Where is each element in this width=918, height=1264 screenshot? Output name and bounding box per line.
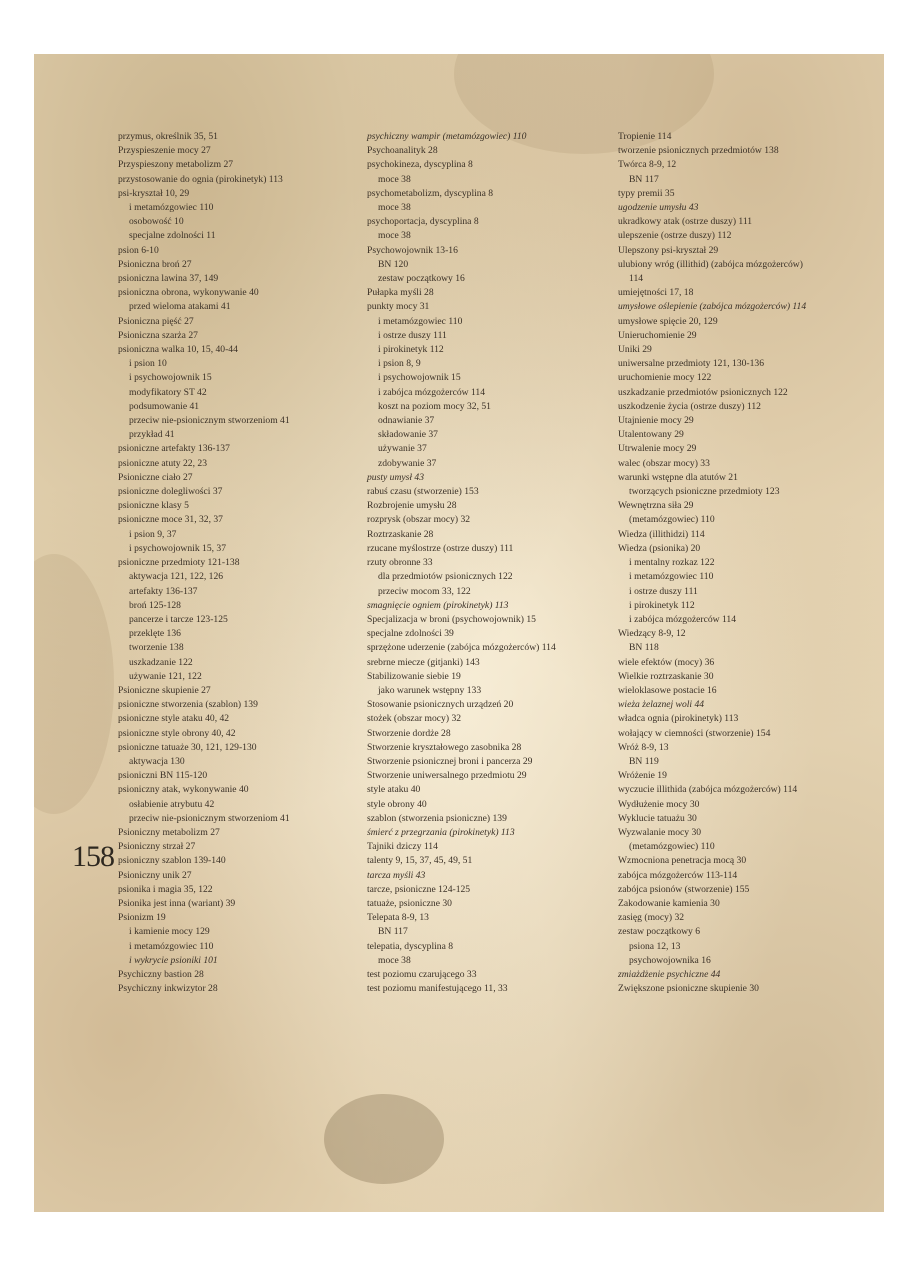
index-entry: wyczucie illithida (zabójca mózgożerców) 114 [618,784,798,796]
index-entry: Stworzenie dordże 28 [367,727,451,739]
index-subentry: tworzenie 138 [129,642,184,654]
index-entry: Wielkie roztrzaskanie 30 [618,670,714,682]
index-entry: Utrwalenie mocy 29 [618,443,697,455]
index-entry: uniwersalne przedmioty 121, 130-136 [618,358,765,370]
index-entry: psi-kryształ 10, 29 [118,187,190,199]
index-subentry: BN 117 [378,926,408,938]
index-entry: psioniczne artefakty 136-137 [118,443,230,455]
index-entry: Psioniczny metabolizm 27 [118,826,220,838]
index-subentry: i ostrze duszy 111 [378,329,447,341]
index-entry: ulubiony wróg (illithid) (zabójca mózgożerców) [618,258,803,270]
index-entry: Tajniki dziczy 114 [367,841,438,853]
index-subentry: przed wieloma atakami 41 [129,301,231,313]
index-entry: psychometabolizm, dyscyplina 8 [367,187,494,199]
index-subentry: i zabójca mózgożerców 114 [378,386,485,398]
index-entry: umysłowe oślepienie (zabójca mózgożerców) 114 [618,301,807,313]
index-column-1 [118,130,366,996]
index-entry: wiele efektów (mocy) 36 [618,656,715,668]
index-subentry: (metamózgowiec) 110 [629,841,715,853]
index-subentry: specjalne zdolności 11 [129,230,216,242]
index-subentry: 114 [629,273,644,285]
index-subentry: i metamózgowiec 110 [129,202,214,214]
index-subentry: artefakty 136-137 [129,585,198,597]
index-entry: Ulepszony psi-kryształ 29 [618,244,719,256]
index-entry: Wiedza (psionika) 20 [618,542,701,554]
index-subentry: i metamózgowiec 110 [378,315,463,327]
index-entry: smagnięcie ogniem (pirokinetyk) 113 [367,599,509,611]
index-subentry: BN 118 [629,642,659,654]
index-entry: szablon (stworzenia psioniczne) 139 [367,812,507,824]
index-entry: Telepata 8-9, 13 [367,912,429,924]
index-entry: Wyzwalanie mocy 30 [618,826,702,838]
index-entry: test poziomu manifestującego 11, 33 [367,983,508,995]
index-entry: psion 6-10 [118,244,159,256]
index-subentry: koszt na poziom mocy 32, 51 [378,400,491,412]
index-entry: Utalentowany 29 [618,429,684,441]
index-entry: test poziomu czarującego 33 [367,968,477,980]
index-entry: psioniczna lawina 37, 149 [118,273,219,285]
index-entry: ugodzenie umysłu 43 [618,202,699,214]
index-subentry: przeciw nie-psionicznym stworzeniom 41 [129,415,290,427]
paper-stain [34,554,114,814]
index-subentry: dla przedmiotów psionicznych 122 [378,571,513,583]
index-entry: Psychiczny inkwizytor 28 [118,983,218,995]
index-entry: Psioniczne ciało 27 [118,471,193,483]
parchment-page [34,54,884,1212]
index-entry: Wydłużenie mocy 30 [618,798,700,810]
index-entry: typy premii 35 [618,187,675,199]
index-subentry: aktywacja 121, 122, 126 [129,571,224,583]
index-entry: zabójca psionów (stworzenie) 155 [618,883,750,895]
index-entry: Rozbrojenie umysłu 28 [367,500,457,512]
index-entry: Wiedzący 8-9, 12 [618,628,686,640]
index-entry: telepatia, dyscyplina 8 [367,940,454,952]
index-subentry: odnawianie 37 [378,415,435,427]
index-subentry: psychowojownika 16 [629,954,711,966]
index-entry: psioniczna obrona, wykonywanie 40 [118,287,259,299]
index-subentry: i ostrze duszy 111 [629,585,698,597]
index-entry: wieloklasowe postacie 16 [618,684,717,696]
index-entry: psychoportacja, dyscyplina 8 [367,216,479,228]
index-entry: walec (obszar mocy) 33 [618,457,710,469]
index-entry: Przyspieszony metabolizm 27 [118,159,234,171]
index-subentry: moce 38 [378,230,411,242]
index-entry: Twórca 8-9, 12 [618,159,677,171]
index-entry: Psionizm 19 [118,912,166,924]
index-entry: uszkadzanie przedmiotów psionicznych 122 [618,386,788,398]
index-subentry: aktywacja 130 [129,755,185,767]
index-entry: Specjalizacja w broni (psychowojownik) 15 [367,613,536,625]
index-subentry: i psion 10 [129,358,167,370]
index-entry: psioniczny atak, wykonywanie 40 [118,784,249,796]
index-entry: Psioniczny strzał 27 [118,841,196,853]
index-subentry: osłabienie atrybutu 42 [129,798,215,810]
paper-stain [324,1094,444,1184]
index-subentry: przykład 41 [129,429,175,441]
index-subentry: jako warunek wstępny 133 [378,684,482,696]
index-subentry: osobowość 10 [129,216,184,228]
index-entry: rabuś czasu (stworzenie) 153 [367,486,479,498]
index-entry: umiejętności 17, 18 [618,287,694,299]
index-entry: władca ognia (pirokinetyk) 113 [618,713,739,725]
index-entry: talenty 9, 15, 37, 45, 49, 51 [367,855,473,867]
index-entry: ulepszenie (ostrze duszy) 112 [618,230,732,242]
index-entry: Wyklucie tatuażu 30 [618,812,697,824]
index-entry: zestaw początkowy 6 [618,926,701,938]
index-entry: srebrne miecze (gitjanki) 143 [367,656,480,668]
page-number: 158 [72,840,114,873]
index-entry: punkty mocy 31 [367,301,430,313]
index-entry: warunki wstępne dla atutów 21 [618,471,738,483]
index-entry: Zakodowanie kamienia 30 [618,897,720,909]
index-entry: psioniczne moce 31, 32, 37 [118,514,223,526]
index-entry: zasięg (mocy) 32 [618,912,685,924]
index-subentry: i metamózgowiec 110 [629,571,714,583]
index-entry: Psioniczna broń 27 [118,258,192,270]
index-entry: psioniczne tatuaże 30, 121, 129-130 [118,741,257,753]
index-entry: Psionika jest inna (wariant) 39 [118,897,236,909]
index-entry: wołający w ciemności (stworzenie) 154 [618,727,771,739]
index-entry: psioniczne style obrony 40, 42 [118,727,236,739]
index-subentry: przeciw mocom 33, 122 [378,585,471,597]
index-entry: Wróżenie 19 [618,770,667,782]
index-entry: wieża żelaznej woli 44 [618,699,705,711]
index-entry: Wzmocniona penetracja mocą 30 [618,855,747,867]
index-entry: Wiedza (illithidzi) 114 [618,528,705,540]
index-entry: style ataku 40 [367,784,421,796]
index-subentry: zestaw początkowy 16 [378,273,465,285]
index-entry: Stosowanie psionicznych urządzeń 20 [367,699,514,711]
index-subentry: używanie 121, 122 [129,670,202,682]
index-entry: tworzenie psionicznych przedmiotów 138 [618,145,779,157]
index-entry: psychiczny wampir (metamózgowiec) 110 [367,131,527,142]
index-entry: Uniki 29 [618,344,652,356]
index-entry: rzucane myślostrze (ostrze duszy) 111 [367,542,514,554]
index-subentry: moce 38 [378,173,411,185]
index-entry: Zwiększone psioniczne skupienie 30 [618,983,759,995]
index-subentry: i wykrycie psioniki 101 [129,954,218,966]
index-subentry: i pirokinetyk 112 [378,344,444,356]
index-entry: ukradkowy atak (ostrze duszy) 111 [618,216,753,228]
index-subentry: składowanie 37 [378,429,438,441]
index-entry: psioniczne atuty 22, 23 [118,457,207,469]
index-entry: tarcze, psioniczne 124-125 [367,883,471,895]
index-entry: Stabilizowanie siebie 19 [367,670,461,682]
index-subentry: modyfikatory ST 42 [129,386,207,398]
index-column-3 [618,130,880,996]
index-entry: Przyspieszenie mocy 27 [118,145,211,157]
index-subentry: broń 125-128 [129,599,181,611]
index-entry: Wróż 8-9, 13 [618,741,669,753]
index-entry: Roztrzaskanie 28 [367,528,434,540]
index-entry: sprzężone uderzenie (zabójca mózgożerców) 114 [367,642,556,654]
index-entry: rozprysk (obszar mocy) 32 [367,514,471,526]
index-entry: psioniczne przedmioty 121-138 [118,557,240,569]
index-subentry: BN 120 [378,258,409,270]
index-entry: Psychiczny bastion 28 [118,968,204,980]
index-entry: Unieruchomienie 29 [618,329,697,341]
index-entry: psioniczne style ataku 40, 42 [118,713,230,725]
index-subentry: i psychowojownik 15, 37 [129,542,227,554]
index-subentry: psiona 12, 13 [629,940,681,952]
index-subentry: moce 38 [378,954,411,966]
index-entry: style obrony 40 [367,798,427,810]
index-subentry: i pirokinetyk 112 [629,599,695,611]
index-subentry: podsumowanie 41 [129,400,200,412]
index-entry: Psioniczna szarża 27 [118,329,198,341]
index-subentry: i mentalny rozkaz 122 [629,557,715,569]
index-entry: Psioniczne skupienie 27 [118,684,211,696]
index-entry: Stworzenie kryształowego zasobnika 28 [367,741,522,753]
index-entry: Psioniczny unik 27 [118,869,192,881]
index-entry: umysłowe spięcie 20, 129 [618,315,718,327]
index-subentry: BN 117 [629,173,659,185]
index-entry: psioniczny szablon 139-140 [118,855,226,867]
index-entry: przymus, określnik 35, 51 [118,131,218,142]
index-entry: psychokineza, dyscyplina 8 [367,159,473,171]
index-entry: Stworzenie psionicznej broni i pancerza 29 [367,755,533,767]
index-entry: psioniczne dolegliwości 37 [118,486,223,498]
index-entry: psioniczne stworzenia (szablon) 139 [118,699,258,711]
index-entry: psioniczni BN 115-120 [118,770,208,782]
index-entry: stożek (obszar mocy) 32 [367,713,462,725]
index-entry: tarcza myśli 43 [367,869,426,881]
index-entry: psionika i magia 35, 122 [118,883,213,895]
index-subentry: i psychowojownik 15 [378,372,461,384]
index-subentry: i kamienie mocy 129 [129,926,210,938]
index-entry: zabójca mózgożerców 113-114 [618,869,738,881]
index-entry: specjalne zdolności 39 [367,628,454,640]
index-subentry: zdobywanie 37 [378,457,437,469]
index-entry: Psioniczna pięść 27 [118,315,194,327]
index-subentry: przeciw nie-psionicznym stworzeniom 41 [129,812,290,824]
index-subentry: tworzących psioniczne przedmioty 123 [629,486,780,498]
index-subentry: i psion 9, 37 [129,528,177,540]
index-subentry: (metamózgowiec) 110 [629,514,715,526]
index-column-2 [367,130,622,996]
index-entry: rzuty obronne 33 [367,557,433,569]
index-entry: Pułapka myśli 28 [367,287,434,299]
index-entry: śmierć z przegrzania (pirokinetyk) 113 [367,826,515,838]
index-entry: tatuaże, psioniczne 30 [367,897,452,909]
index-subentry: i zabójca mózgożerców 114 [629,613,736,625]
index-subentry: BN 119 [629,755,659,767]
index-entry: uruchomienie mocy 122 [618,372,712,384]
index-entry: pusty umysł 43 [367,471,425,483]
index-entry: Stworzenie uniwersalnego przedmiotu 29 [367,770,527,782]
index-subentry: i metamózgowiec 110 [129,940,214,952]
index-entry: psioniczne klasy 5 [118,500,189,512]
index-entry: Tropienie 114 [618,131,672,142]
index-entry: psioniczna walka 10, 15, 40-44 [118,344,238,356]
index-subentry: i psion 8, 9 [378,358,421,370]
index-entry: Psychowojownik 13-16 [367,244,458,256]
index-subentry: przeklęte 136 [129,628,181,640]
index-subentry: pancerze i tarcze 123-125 [129,613,228,625]
index-subentry: i psychowojownik 15 [129,372,212,384]
index-entry: przystosowanie do ognia (pirokinetyk) 113 [118,173,283,185]
index-entry: Utajnienie mocy 29 [618,415,694,427]
index-subentry: używanie 37 [378,443,427,455]
index-subentry: uszkadzanie 122 [129,656,193,668]
index-entry: Psychoanalityk 28 [367,145,438,157]
index-entry: zmiażdżenie psychiczne 44 [618,968,721,980]
index-subentry: moce 38 [378,202,411,214]
index-entry: Wewnętrzna siła 29 [618,500,694,512]
index-entry: uszkodzenie życia (ostrze duszy) 112 [618,400,761,412]
